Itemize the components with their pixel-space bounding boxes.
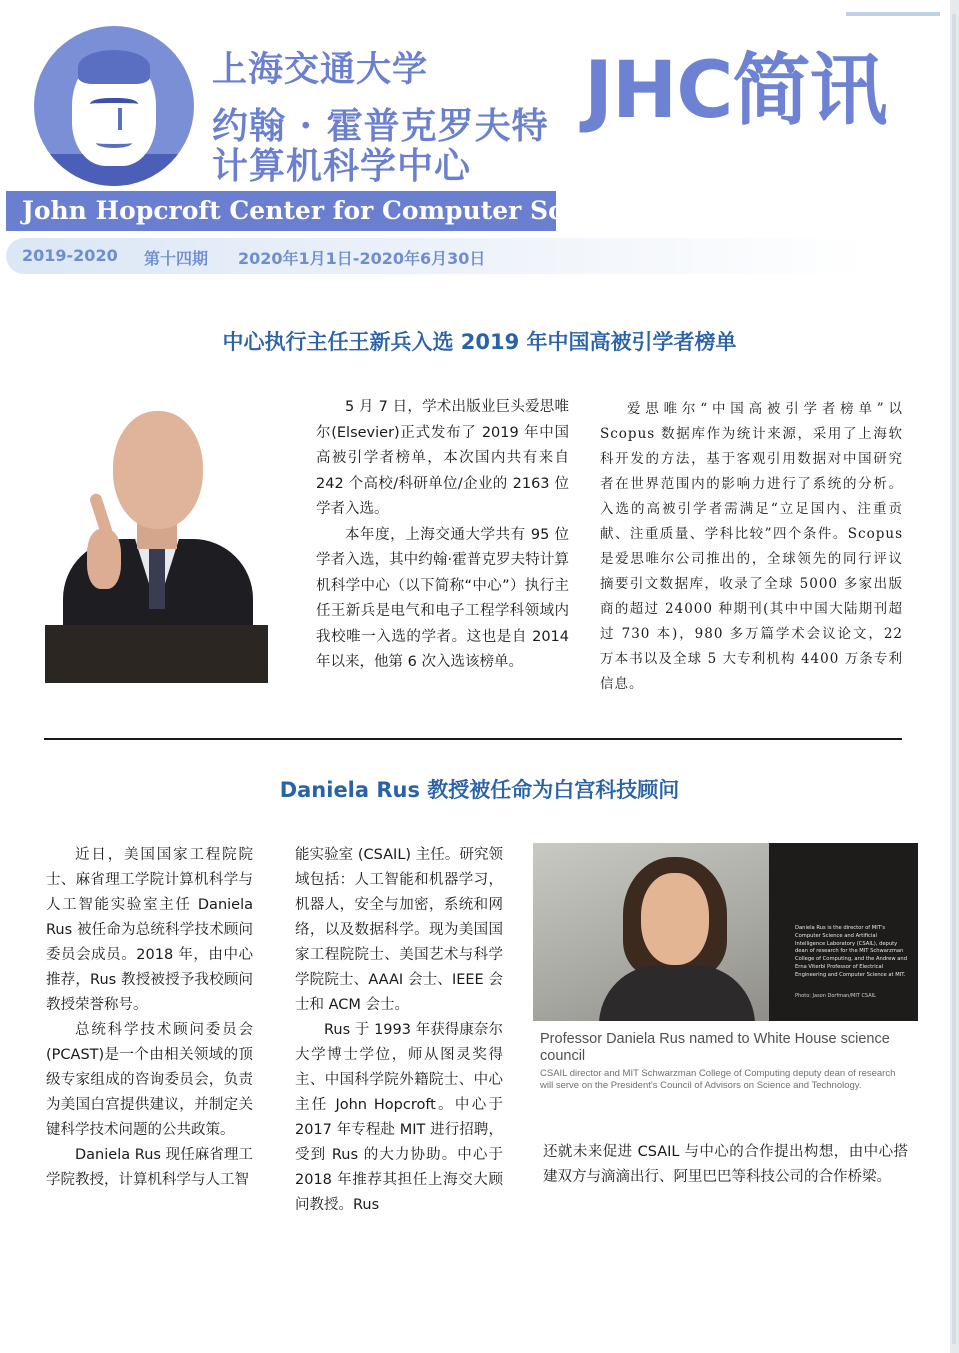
article2-paragraph: 还就未来促进 CSAIL 与中心的合作提出构想，由中心搭建双方与滴滴出行、阿里巴巴等科技公司的合作桥梁。 (543, 1144, 908, 1185)
daniela-rus-photo (533, 843, 918, 1021)
article1-paragraph: 5 月 7 日，学术出版业巨头爱思唯尔(Elsevier)正式发布了 2019 年中国高被引学者榜单，本次国内共有来自 242 个高校/科研单位/企业的 2163 位学者入选。 (316, 399, 569, 517)
newsletter-title: JHC简讯 (584, 46, 887, 136)
logo-portrait-icon (34, 26, 194, 186)
article2-paragraph: 近日，美国国家工程院院士、麻省理工学院计算机科学与人工智能实验室主任 Daniela Rus 被任命为总统科学技术顾问委员会成员。2018 年，由中心推荐，Rus 教授被授予我校顾问教授荣誉称号。 (46, 847, 253, 1013)
english-name-text: John Hopcroft Center for Computer Science (22, 196, 639, 225)
issue-number: 第十四期 (144, 249, 209, 268)
wang-xinbing-photo (45, 389, 268, 683)
article2-column3 (543, 1140, 908, 1190)
article1-column1 (316, 395, 569, 676)
article2-column2 (295, 843, 503, 1218)
photo-caption-title: Professor Daniela Rus named to White House science council (540, 1031, 890, 1064)
section-divider (44, 738, 902, 740)
logo-center-name-line1: 约翰 · 霍普克罗夫特 (212, 105, 549, 147)
article1-paragraph: 本年度，上海交通大学共有 95 位学者入选，其中约翰·霍普克罗夫特计算机科学中心（以下简称“中心”）执行主任王新兵是电气和电子工程学科领域内我校唯一入选的学者。这也是自 2014 年以来，他第 6 次入选该榜单。 (316, 526, 569, 670)
english-name-banner (6, 191, 639, 231)
issue-years: 2019-2020 (22, 246, 118, 265)
logo-university-name: 上海交通大学 (212, 49, 429, 90)
photo-inset-credit: Photo: Jason Dorfman/MIT CSAIL (795, 993, 876, 999)
article2-paragraph: 总统科学技术顾问委员会(PCAST)是一个由相关领域的顶级专家组成的咨询委员会，负责为美国白宫提供建议，并制定关键科学技术问题的公共政策。 (46, 1022, 253, 1138)
article2-paragraph: Rus 于 1993 年获得康奈尔大学博士学位，师从图灵奖得主、中国科学院外籍院士、中心主任 John Hopcroft。中心于 2017 年专程赴 MIT 进行招聘，受到 Rus 的大力协助。中心于 2018 年推荐其担任上海交大顾问教授。Rus (295, 1022, 503, 1213)
scrollbar-track[interactable] (952, 14, 956, 1344)
photo-inset-caption: Daniela Rus is the director of MIT's Computer Science and Artificial Intelligence Laboratory (CSAIL), deputy dean of research for the MIT Schwarzman College of Computing, and the Andrew and Erna Viterbi Professor of Electrical Engineering and Computer Science at MIT. (795, 925, 907, 978)
issue-info-bar (6, 238, 866, 274)
article2-paragraph: 能实验室 (CSAIL) 主任。研究领域包括：人工智能和机器学习，机器人，安全与加密，系统和网络，以及数据科学。现为美国国家工程院院士、美国艺术与科学学院院士、AAAI 会士、IEEE 会士和 ACM 会士。 (295, 847, 503, 1013)
article2-paragraph: Daniela Rus 现任麻省理工学院教授，计算机科学与人工智 (46, 1147, 253, 1188)
logo-center-name-line2: 计算机科学中心 (212, 145, 472, 187)
article1-headline: 中心执行主任王新兵入选 2019 年中国高被引学者榜单 (222, 330, 737, 354)
article1-column2 (600, 397, 903, 697)
header-accent-line (846, 12, 940, 16)
article2-column1 (46, 843, 253, 1193)
article1-paragraph: 爱思唯尔“中国高被引学者榜单”以 Scopus 数据库作为统计来源，采用了上海软科开发的方法，基于客观引用数据对中国研究者在世界范围内的影响力进行了系统的分析。入选的高被引学者需满足“立足国内、注重贡献、注重质量、学科比较”四个条件。Scopus 是爱思唯尔公司推出的，全球领先的同行评议摘要引文数据库，收录了全球 5000 多家出版商的超过 24000 种期刊(其中中国大陆期刊超过 730 本)，980 多万篇学术会议论文，22 万本书以及全球 5 大专利机构 4400 万条专利信息。 (600, 401, 903, 692)
article2-headline: Daniela Rus 教授被任命为白宫科技顾问 (279, 778, 680, 802)
photo-caption-subtitle: CSAIL director and MIT Schwarzman College of Computing deputy dean of research will serve on the President's Council of Advisors on Science and Technology. (540, 1068, 896, 1091)
issue-dates: 2020年1月1日-2020年6月30日 (238, 249, 486, 268)
